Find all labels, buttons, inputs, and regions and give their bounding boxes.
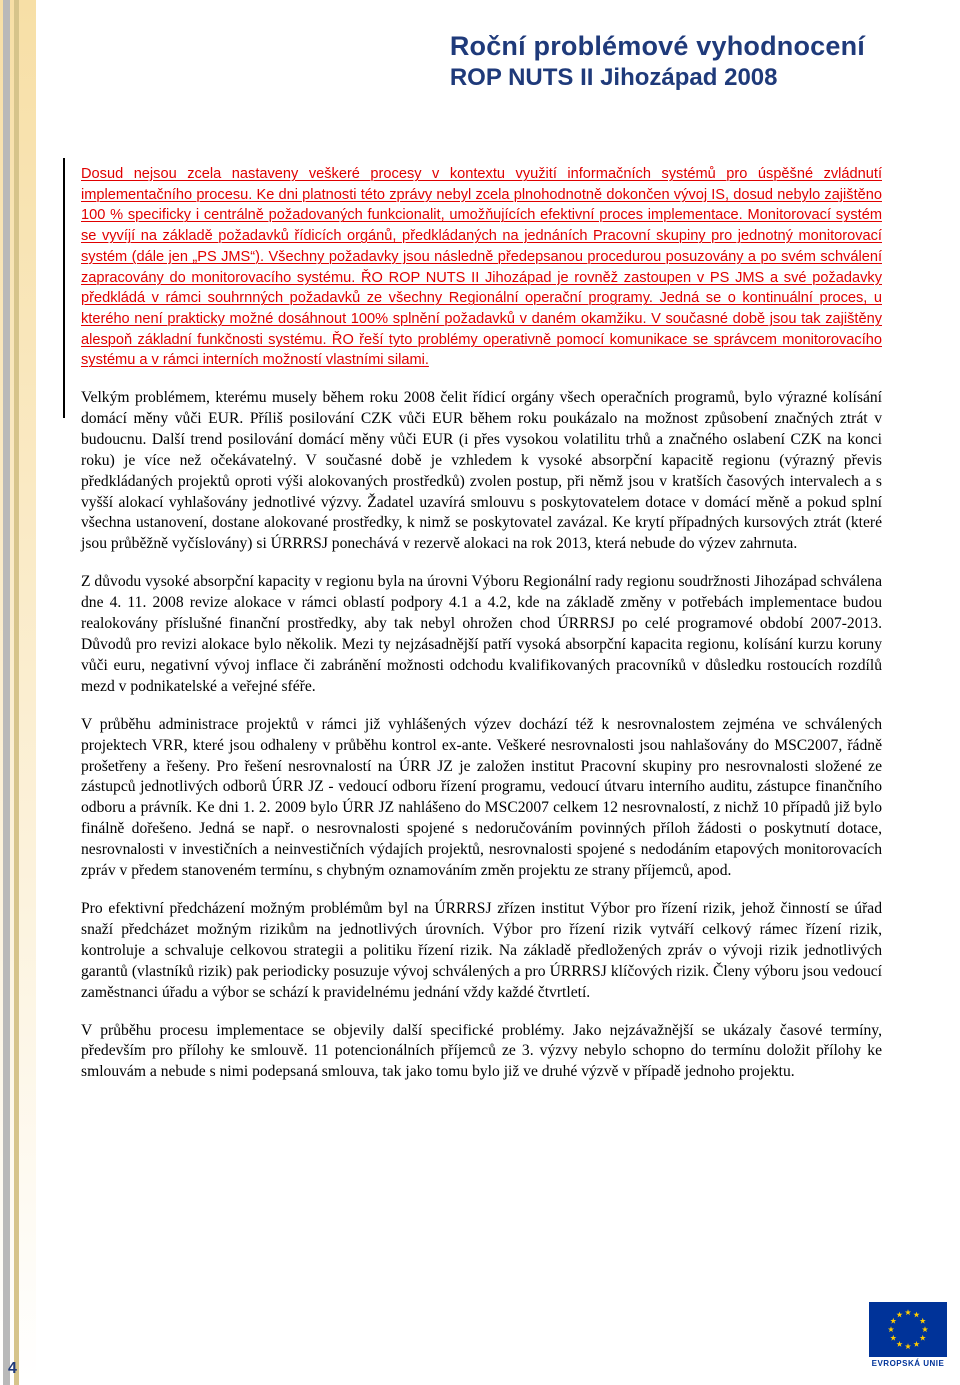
decorative-side-band xyxy=(0,0,36,1385)
eu-stars-icon xyxy=(869,1302,947,1357)
eu-star xyxy=(890,1335,896,1341)
revision-marker-bar xyxy=(63,158,65,418)
eu-star xyxy=(888,1326,894,1332)
eu-star xyxy=(922,1326,928,1332)
header-subtitle: ROP NUTS II Jihozápad 2008 xyxy=(449,64,778,91)
revision-paragraph: Dosud nejsou zcela nastaveny veškeré procesy v kontextu využití informačních systémů pro úspěšné zvládnutí implementačního procesu. Ke dni platnosti této zprávy nebyl zcela plnohodnotně dokončen vývoj IS, dosud nebylo zajištěno 100 % specificky i centrálně požadovaných funkcionalit, umožňujících efektivní proces implementace. Monitorovací systém se vyvíjí na základě požadavků řídicích orgánů, předkládaných na jednáních Pracovní skupiny pro jednotný monitorovací systém (dále jen „PS JMS“). Všechny požadavky jsou následně předepsanou procedurou posuzovány a po svém schválení zapracovány do monitorovacího systému. ŘO ROP NUTS II Jihozápad je rovněž zastoupen v PS JMS a své požadavky předkládá v rámci souhrnných požadavků ze všechny Regionální operační programy. Jedná se o kontinuální proces, u kterého není prakticky možné dosáhnout 100% splnění požadavků v daném okamžiku. V současné době jsou tak zajištěny alespoň základní funkčnosti systému. ŘO řeší tyto problémy operativně pomocí komunikace se správcem monitorovacího systému a v rámci interních možností vlastními silami. xyxy=(81,166,882,369)
eu-logo xyxy=(869,1302,947,1375)
header-title: Roční problémové vyhodnocení xyxy=(449,31,865,61)
page-header xyxy=(450,30,865,94)
side-strip-gold xyxy=(14,0,19,1385)
paragraph-specific-problems: V průběhu procesu implementace se objevily další specifické problémy. Jako nejzávažnější se ukázaly časové termíny, především pro přílohy ke smlouvě. 11 potencionálních příjemců ze 3. výzvy nebylo schopno do termínu doložit přílohy ke smlouvám a nebude s nimi podepsaná smlouva, tak jako tomu bylo již ve druhé výzvě v případě jednoho projektu. xyxy=(81,1021,882,1081)
document-body xyxy=(81,164,882,1100)
eu-star xyxy=(920,1318,926,1324)
eu-flag-icon xyxy=(869,1302,947,1357)
eu-star xyxy=(920,1335,926,1341)
paragraph-risk-committee: Pro efektivní předcházení možným problémům byl na ÚRRRSJ zřízen institut Výbor pro řízení rizik, jehož činností se úřad snaží předcházet možným rizikům na jednotlivých úrovních. Výbor pro řízení rizik vytváří celkový rámec řízení rizik, kontroluje a schvaluje celkovou strategii a politiku řízení rizik. Na základě předložených zpráv o vývoji rizik jednotlivých garantů (vlastníků rizik) pak periodicky posuzuje vývoj schválených a pro ÚRRRSJ klíčových rizik. Členy výboru jsou vedoucí zaměstnanci úřadu a výbor se schází k pravidelnému jednání vždy každé čtvrtletí. xyxy=(81,899,882,1001)
eu-star xyxy=(896,1312,902,1318)
eu-star xyxy=(913,1312,919,1318)
side-strip-gray xyxy=(3,0,10,1385)
eu-star xyxy=(890,1318,896,1324)
paragraph-irregularities: V průběhu administrace projektů v rámci již vyhlášených výzev dochází též k nesrovnalostem zejména ve schválených projektech VRR, které jsou odhaleny v průběhu kontrol ex-ante. Veškeré nesrovnalosti jsou nahlašovány do MSC2007, řádně prošetřeny a řešeny. Pro řešení nesrovnalostí na ÚRR JZ je založen institut Pracovní skupiny pro nesrovnalosti složené ze zástupců jednotlivých odborů ÚRR JZ - vedoucí odboru řízení programu, vedoucí útvaru interního auditu, zástupce finančního odboru a právník. Ke dni 1. 2. 2009 bylo ÚRR JZ nahlášeno do MSC2007 celkem 12 nesrovnalostí, z nichž 10 případů již bylo finálně dořešeno. Jedná se např. o nesrovnalosti spojené s nedoručováním povinných příloh žádosti o poskytnutí dotace, nesrovnalosti v investičních a neinvestičních výdajích projektů, nesrovnalosti spojené s nedodáním etapových monitorovacích zpráv v předem stanoveném termínu, s chybným oznamováním změn projektu ze strany příjemců, apod. xyxy=(81,715,882,880)
eu-star xyxy=(913,1341,919,1347)
paragraph-currency: Velkým problémem, kterému musely během roku 2008 čelit řídicí orgány všech operačních programů, bylo výrazné kolísání domácí měny vůči EUR. Příliš posilování CZK vůči EUR během roku poukázalo na možnost způsobení značných ztrát v budoucnu. Další trend posilování domácí měny vůči EUR (i přes vysokou volatilitu trhů a značného oslabení CZK na konci roku) je více než očekávatelný. V současné době je vzhledem k vysoké absorpční kapacitě regionu (výrazný převis předkládaných projektů oproti výši alokovaných prostředků) zvolen postup, při němž jsou v kratších časových intervalech a s vyšší alokací vyhlašovány jednotlivé výzvy. Žadatel uzavírá smlouvu s poskytovatelem dotace v domácí měně a pokud splní všechna ustanovení, dostane alokované prostředky, k nimž se poskytovatel zavázal. Ke krytí případných kursových ztrát (které jsou průběžně vyčíslovány) si ÚRRRSJ ponechává v rezervě alokaci na rok 2013, která nebude do výzev zahrnuta. xyxy=(81,389,882,553)
eu-star xyxy=(905,1343,911,1349)
paragraph-allocation-revision: Z důvodu vysoké absorpční kapacity v regionu byla na úrovni Výboru Regionální rady regionu soudržnosti Jihozápad schválena dne 4. 11. 2008 revize alokace v rámci oblastí podpory 4.1 a 4.2, kde na základě změny v potřebách implementace budou realokovány příslušné finanční prostředky, aby tak nebyl ohrožen chod ÚRRRSJ po celé programové období 2007-2013. Důvodů pro revizi alokace bylo několik. Mezi ty nejzásadnější patří vysoká absorpční kapacita regionu, kolísání kurzu koruny vůči euru, negativní vývoj inflace či zabránění možnosti odchodu kvalifikovaných pracovníků v důsledku rostoucích rozdílů mezd v podnikatelské a veřejné sféře. xyxy=(81,573,882,695)
eu-caption: EVROPSKÁ UNIE xyxy=(871,1359,945,1368)
page-number: 4 xyxy=(8,1360,17,1377)
eu-star xyxy=(905,1309,911,1315)
eu-star xyxy=(896,1341,902,1347)
